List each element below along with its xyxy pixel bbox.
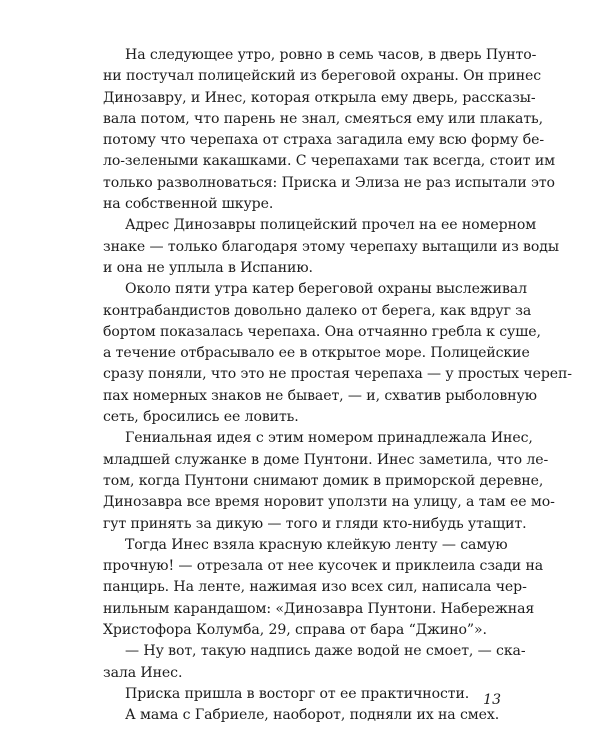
text-line: Гениальная идея с этим номером принадлежала Инес, (125, 430, 533, 447)
text-line: Тогда Инес взяла красную клейкую ленту — самую (125, 536, 508, 553)
text-line: ло-зелеными какашками. С черепахами так всегда, стоит им (103, 153, 555, 170)
text-line: только разволноваться: Приска и Элиза не раз испытали это (103, 174, 555, 191)
text-line: бортом показалась черепаха. Она отчаянно гребла к суше, (103, 323, 541, 340)
text-line: Адрес Динозавры полицейский прочел на ее номерном (125, 217, 537, 234)
text-line: сразу поняли, что это не простая черепаха — у простых череп- (103, 366, 572, 383)
text-line: Около пяти утра катер береговой охраны выслеживал (125, 281, 527, 298)
text-line: на собственной шкуре. (103, 196, 274, 213)
paragraph (103, 45, 555, 215)
page-number: 13 (483, 692, 501, 708)
text-line: пах номерных знаков не бывает, — и, схватив рыболовную (103, 387, 537, 404)
text-line: знаке — только благодаря этому черепаху вытащили из воды (103, 238, 559, 255)
text-line: гут принять за дикую — того и гляди кто-нибудь утащит. (103, 515, 527, 532)
text-line: сеть, бросились ее ловить. (103, 409, 299, 426)
paragraph (103, 535, 544, 641)
body-text (103, 45, 572, 727)
text-line: вала потом, что парень не знал, смеяться ему или плакать, (103, 110, 543, 127)
paragraph (103, 215, 559, 279)
text-line: Динозавру, и Инес, которая открыла ему дверь, рассказы- (103, 89, 536, 106)
text-line: прочную! — отрезала от нее кусочек и приклеила сзади на (103, 558, 544, 575)
text-line: зала Инес. (103, 664, 183, 681)
text-line: том, когда Пунтони снимают домик в приморской деревне, (103, 472, 544, 489)
text-line: Динозавра все время норовит уползти на улицу, а там ее мо- (103, 494, 555, 511)
text-line: Приска пришла в восторг от ее практичности. (125, 685, 470, 702)
text-line: нильным карандашом: «Динозавра Пунтони. Набережная (103, 600, 535, 617)
text-line: и она не уплыла в Испанию. (103, 259, 313, 276)
paragraph (103, 684, 501, 705)
text-line: контрабандистов довольно далеко от берега, как вдруг за (103, 302, 532, 319)
paragraph (103, 428, 555, 534)
paragraph (103, 641, 526, 684)
text-line: ни постучал полицейский из береговой охраны. Он принес (103, 68, 542, 85)
text-line: панцирь. На ленте, нажимая изо всех сил, написала чер- (103, 579, 527, 596)
text-line: — Ну вот, такую надпись даже водой не смоет, — ска- (125, 643, 526, 660)
text-line: Христофора Колумба, 29, справа от бара “Джино”». (103, 622, 487, 639)
text-line: А мама с Габриеле, наоборот, подняли их на смех. (125, 707, 500, 724)
paragraph (103, 279, 572, 428)
text-line: младшей служанке в доме Пунтони. Инес заметила, что ле- (103, 451, 549, 468)
text-line: потому что черепаха от страха загадила ему всю форму бе- (103, 132, 545, 149)
text-line: На следующее утро, ровно в семь часов, в дверь Пунто- (125, 47, 537, 63)
text-line: а течение отбрасывало ее в открытое море. Полицейские (103, 345, 530, 362)
paragraph (103, 705, 501, 726)
